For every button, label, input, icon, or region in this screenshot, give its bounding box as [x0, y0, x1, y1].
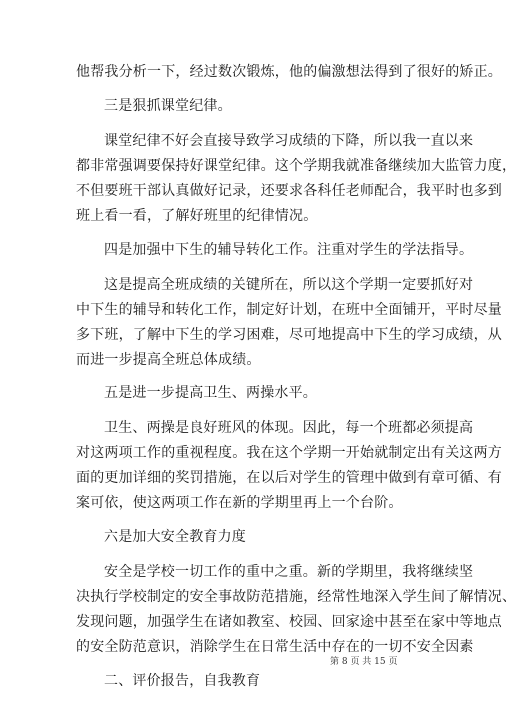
body-text-line: 面的更加详细的奖罚措施，在以后对学生的管理中做到有章可循、有: [76, 470, 502, 486]
body-text-line: 课堂纪律不好会直接导致学习成绩的下降，所以我一直以来: [104, 133, 474, 149]
body-text-line: 决执行学校制定的安全事故防范措施，经常性地深入学生间了解情况、: [76, 589, 516, 605]
page-number-footer: 第 8 页 共 15 页: [330, 657, 398, 667]
body-text-line: 中下生的辅导和转化工作，制定好计划，在班中全面铺开，平时尽量: [76, 302, 502, 318]
body-text-line: 案可依，使这两项工作在新的学期里再上一个台阶。: [76, 495, 403, 511]
section-heading: 六是加大安全教育力度: [104, 529, 246, 545]
body-text-line: 发现问题，加强学生在诸如教室、校园、回家途中甚至在家中等地点: [76, 614, 502, 630]
section-heading: 四是加强中下生的辅导转化工作。注重对学生的学法指导。: [104, 242, 474, 258]
body-text-line: 这是提高全班成绩的关键所在，所以这个学期一定要抓好对: [104, 277, 474, 293]
body-text-line: 对这两项工作的重视程度。我在这个学期一开始就制定出有关这两方: [76, 445, 502, 461]
body-text-line: 都非常强调要保持好课堂纪律。这个学期我就准备继续加大监管力度，: [76, 158, 516, 174]
body-text-line: 他帮我分析一下，经过数次锻炼，他的偏激想法得到了很好的矫正。: [76, 64, 502, 80]
body-text-line: 班上看一看，了解好班里的纪律情况。: [76, 208, 318, 224]
body-text-line: 多下班，了解中下生的学习困难，尽可地提高中下生的学习成绩，从: [76, 327, 502, 343]
body-text-line: 而进一步提高全班总体成绩。: [76, 352, 261, 368]
section-heading: 二、评价报告，自我教育: [104, 673, 261, 689]
section-heading: 三是狠抓课堂纪律。: [104, 98, 232, 114]
section-heading: 五是进一步提高卫生、两操水平。: [104, 385, 317, 401]
body-text-line: 卫生、两操是良好班风的体现。因此，每一个班都必须提高: [104, 420, 474, 436]
body-text-line: 不但要班干部认真做好记录，还要求各科任老师配合，我平时也多到: [76, 183, 502, 199]
body-text-line: 安全是学校一切工作的重中之重。新的学期里，我将继续坚: [104, 564, 474, 580]
body-text-line: 的安全防范意识，消除学生在日常生活中存在的一切不安全因素: [76, 639, 474, 655]
